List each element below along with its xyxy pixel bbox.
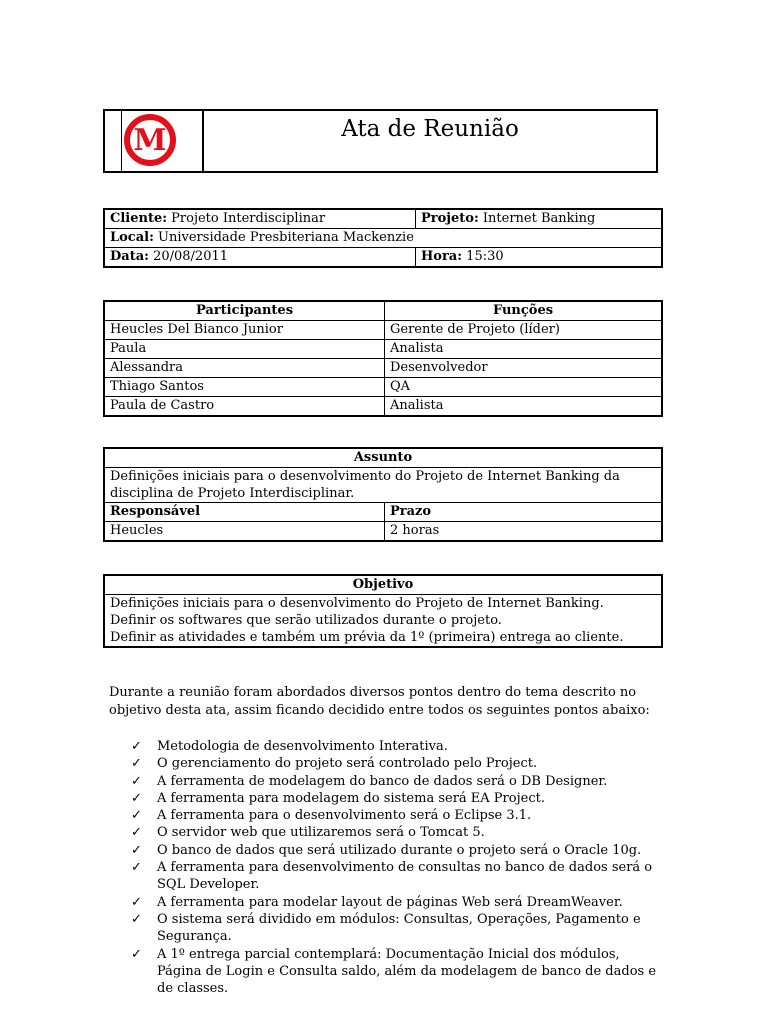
check-icon: ✓ bbox=[131, 825, 142, 841]
subject-header: Assunto bbox=[104, 448, 662, 468]
check-icon: ✓ bbox=[131, 756, 142, 772]
decision-text: O sistema será dividido em módulos: Consultas, Operações, Pagamento e Segurança. bbox=[157, 911, 641, 945]
list-item bbox=[131, 824, 666, 841]
table-row bbox=[104, 522, 662, 542]
projeto-label: Projeto: bbox=[421, 211, 479, 226]
list-item bbox=[131, 859, 666, 894]
responsavel-value: Heucles bbox=[104, 522, 385, 542]
table-row bbox=[104, 340, 662, 359]
check-icon: ✓ bbox=[131, 860, 142, 876]
participant-role: QA bbox=[385, 378, 663, 397]
projeto-cell bbox=[416, 209, 663, 229]
table-row bbox=[104, 209, 662, 229]
page-title: Ata de Reunião bbox=[341, 116, 519, 142]
participant-role: Desenvolvedor bbox=[385, 359, 663, 378]
participant-name: Heucles Del Bianco Junior bbox=[104, 321, 385, 340]
table-header-row bbox=[104, 575, 662, 595]
objective-line: Definir as atividades e também um prévia da 1º (primeira) entrega ao cliente. bbox=[110, 630, 624, 645]
list-item bbox=[131, 911, 666, 946]
decision-text: O banco de dados que será utilizado durante o projeto será o Oracle 10g. bbox=[157, 842, 642, 858]
hora-value: 15:30 bbox=[466, 249, 504, 264]
hora-cell bbox=[416, 248, 663, 268]
decision-text: Metodologia de desenvolvimento Interativa. bbox=[157, 739, 448, 754]
objective-table bbox=[103, 574, 663, 648]
cliente-label: Cliente: bbox=[110, 211, 168, 226]
objective-header: Objetivo bbox=[104, 575, 662, 595]
logo-cell-divider bbox=[121, 111, 122, 171]
participants-header: Participantes bbox=[104, 301, 385, 321]
decisions-list bbox=[131, 738, 666, 997]
participant-role: Analista bbox=[385, 397, 663, 417]
list-item bbox=[131, 773, 666, 790]
check-icon: ✓ bbox=[131, 773, 142, 789]
list-item bbox=[131, 738, 666, 755]
data-label: Data: bbox=[110, 249, 149, 264]
participant-name: Paula bbox=[104, 340, 385, 359]
table-row bbox=[104, 321, 662, 340]
document-header bbox=[103, 109, 658, 173]
data-value: 20/08/2011 bbox=[153, 249, 229, 264]
decision-text: A ferramenta de modelagem do banco de dados será o DB Designer. bbox=[157, 773, 608, 789]
list-item bbox=[131, 790, 666, 807]
participant-name: Alessandra bbox=[104, 359, 385, 378]
check-icon: ✓ bbox=[131, 739, 142, 754]
decision-text: A ferramenta para o desenvolvimento será o Eclipse 3.1. bbox=[157, 808, 532, 824]
participants-table bbox=[103, 300, 663, 417]
meeting-info-table bbox=[103, 208, 663, 268]
logo-letter: M bbox=[133, 123, 167, 158]
prazo-value: 2 horas bbox=[385, 522, 663, 542]
decision-text: A 1º entrega parcial contemplará: Documentação Inicial dos módulos, Página de Login e Consulta saldo, além da modelagem de banco de dados e de classes. bbox=[157, 946, 657, 997]
check-icon: ✓ bbox=[131, 911, 142, 927]
decision-text: A ferramenta para desenvolvimento de consultas no banco de dados será o SQL Developer. bbox=[157, 860, 653, 893]
objective-line: Definições iniciais para o desenvolvimento do Projeto de Internet Banking. bbox=[110, 596, 604, 611]
logo-cell bbox=[105, 111, 204, 171]
objective-content bbox=[104, 595, 662, 648]
table-row bbox=[104, 359, 662, 378]
table-row bbox=[104, 248, 662, 268]
check-icon: ✓ bbox=[131, 946, 142, 962]
prazo-header: Prazo bbox=[385, 503, 663, 522]
responsavel-header: Responsável bbox=[104, 503, 385, 522]
table-row bbox=[104, 595, 662, 648]
participant-role: Gerente de Projeto (líder) bbox=[385, 321, 663, 340]
participant-role: Analista bbox=[385, 340, 663, 359]
participant-name: Paula de Castro bbox=[104, 397, 385, 417]
list-item bbox=[131, 807, 666, 824]
projeto-value: Internet Banking bbox=[482, 211, 596, 226]
check-icon: ✓ bbox=[131, 842, 142, 858]
list-item bbox=[131, 755, 666, 772]
data-cell bbox=[104, 248, 416, 268]
table-row bbox=[104, 229, 662, 248]
check-icon: ✓ bbox=[131, 894, 142, 910]
decision-text: A ferramenta para modelagem do sistema será EA Project. bbox=[157, 790, 545, 806]
check-icon: ✓ bbox=[131, 808, 142, 824]
check-icon: ✓ bbox=[131, 790, 142, 806]
decision-text: O gerenciamento do projeto será controlado pelo Project. bbox=[157, 756, 538, 772]
subject-text: Definições iniciais para o desenvolvimento do Projeto de Internet Banking da disciplina de Projeto Interdisciplinar. bbox=[104, 468, 662, 503]
intro-paragraph: Durante a reunião foram abordados diversos pontos dentro do tema descrito no objetivo desta ata, assim ficando decidido entre todos os seguintes pontos abaixo: bbox=[109, 685, 650, 718]
table-header-row bbox=[104, 448, 662, 468]
cliente-cell bbox=[104, 209, 416, 229]
list-item bbox=[131, 946, 666, 998]
objective-line: Definir os softwares que serão utilizados durante o projeto. bbox=[110, 613, 502, 628]
table-row bbox=[104, 378, 662, 397]
subject-table bbox=[103, 447, 663, 542]
mackenzie-logo bbox=[124, 114, 176, 166]
decision-text: A ferramenta para modelar layout de páginas Web será DreamWeaver. bbox=[157, 894, 623, 910]
local-value: Universidade Presbiteriana Mackenzie bbox=[158, 230, 414, 245]
cliente-value: Projeto Interdisciplinar bbox=[171, 211, 326, 226]
table-row bbox=[104, 397, 662, 417]
participant-name: Thiago Santos bbox=[104, 378, 385, 397]
local-label: Local: bbox=[110, 230, 154, 245]
table-header-row bbox=[104, 301, 662, 321]
decision-text: O servidor web que utilizaremos será o Tomcat 5. bbox=[157, 825, 485, 841]
table-row bbox=[104, 503, 662, 522]
list-item bbox=[131, 842, 666, 859]
table-row bbox=[104, 468, 662, 503]
list-item bbox=[131, 894, 666, 911]
roles-header: Funções bbox=[385, 301, 663, 321]
hora-label: Hora: bbox=[421, 249, 463, 264]
local-cell bbox=[104, 229, 662, 248]
